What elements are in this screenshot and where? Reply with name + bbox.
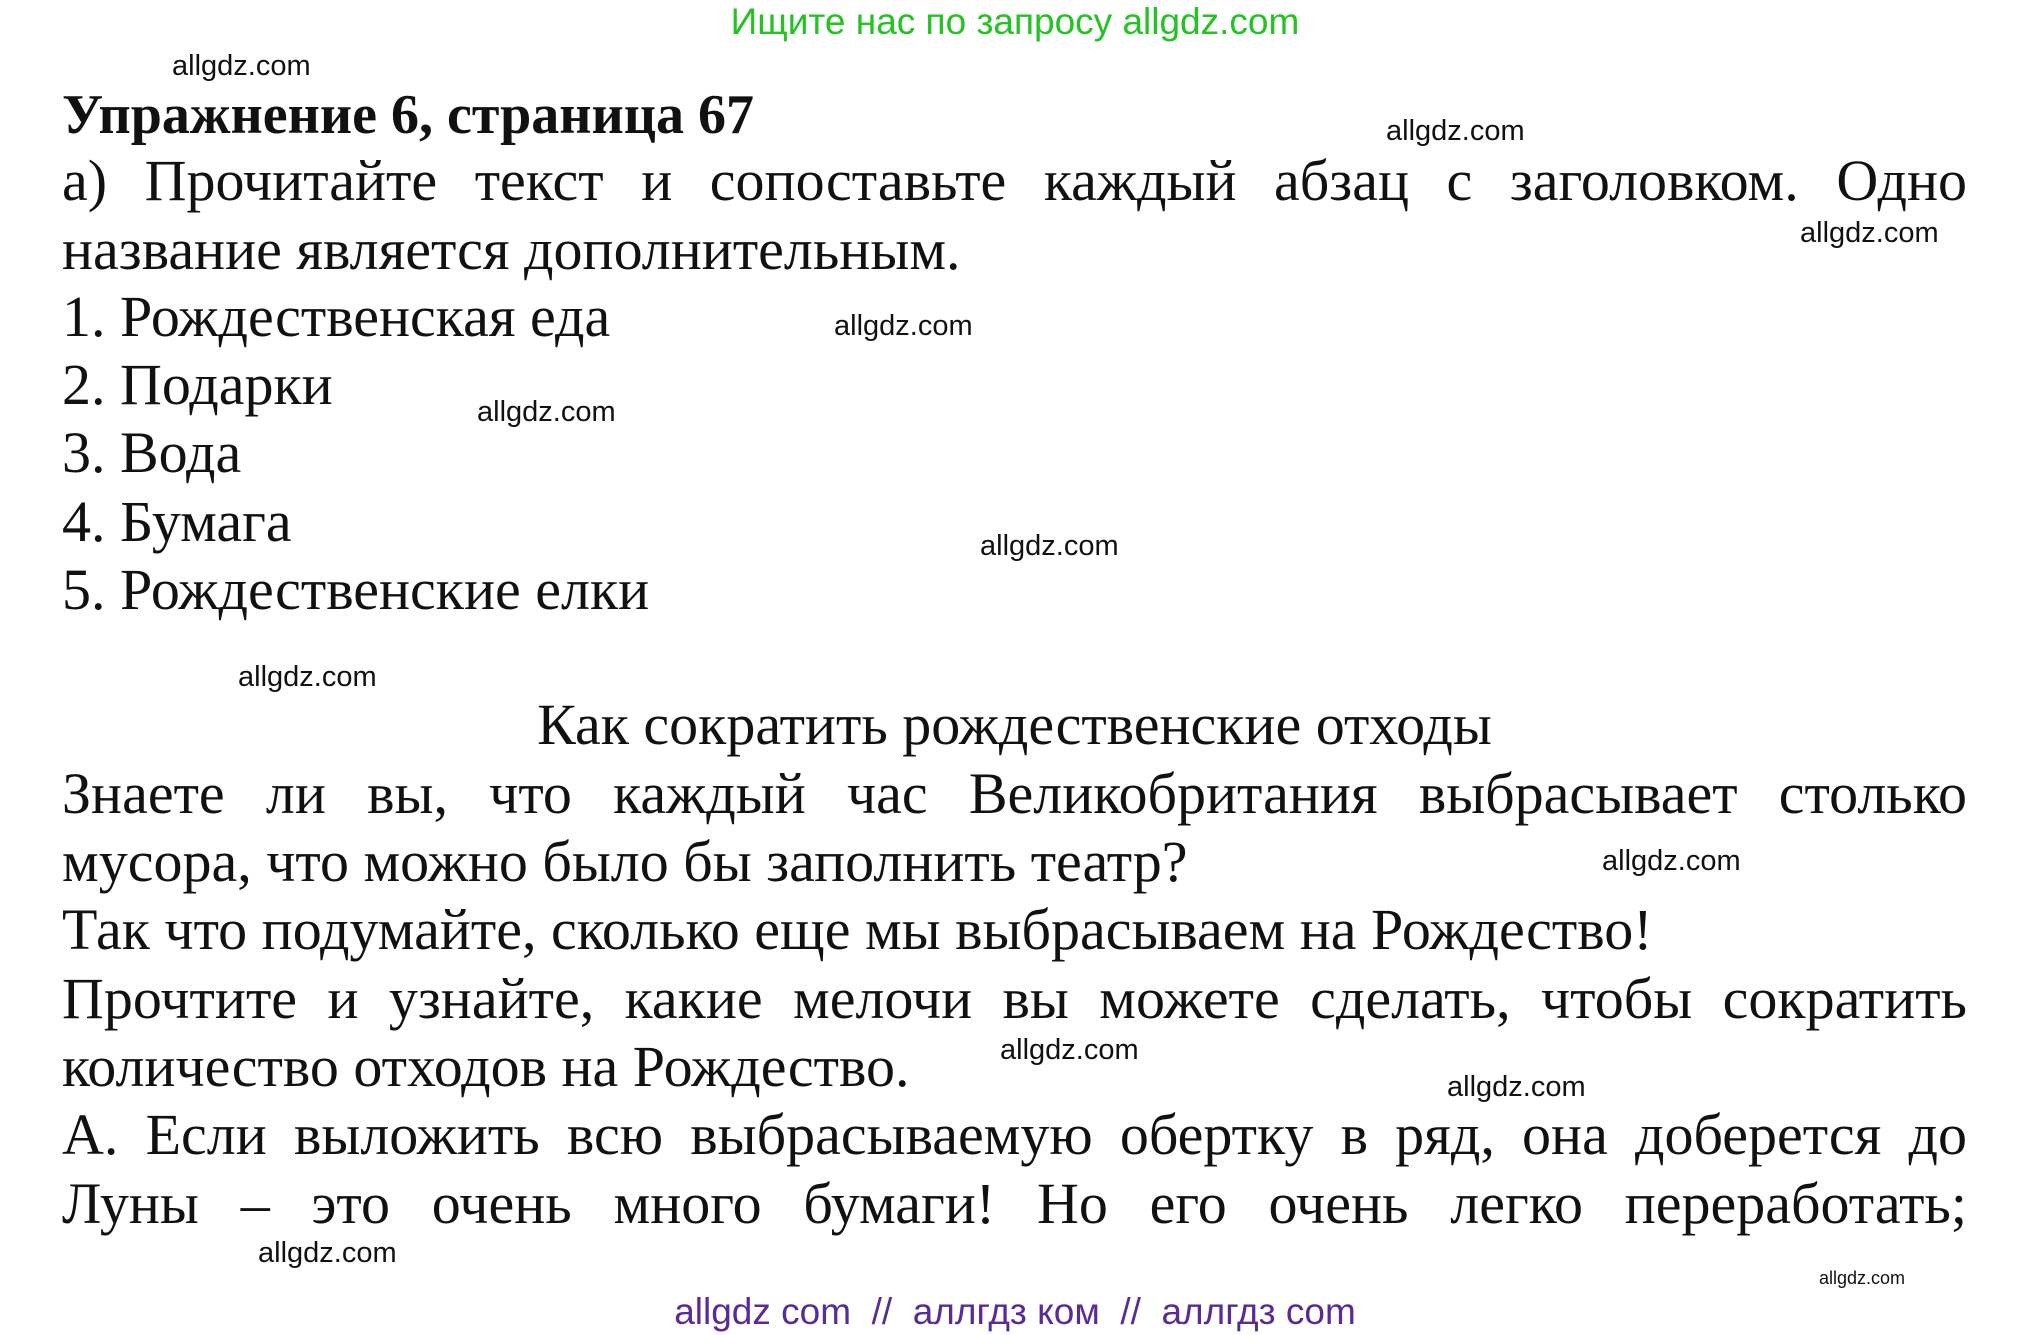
watermark: allgdz.com [980,530,1119,562]
watermark: allgdz.com [834,310,973,342]
watermark: allgdz.com [1447,1071,1586,1103]
heading-item: 2. Подарки [62,352,333,417]
text-line: мусора, что можно было бы заполнить театр? [62,829,1188,894]
text-line: Так что подумайте, сколько еще мы выбрасываем на Рождество! [62,897,1653,962]
watermark: allgdz.com [1602,845,1741,877]
watermark: allgdz.com [1386,115,1525,147]
search-banner: Ищите нас по запросу allgdz.com [730,1,1300,42]
heading-item: 4. Бумага [62,489,292,554]
watermark: allgdz.com [1000,1034,1139,1066]
exercise-title: Упражнение 6, страница 67 [62,84,755,146]
text-line: Луны – это очень много бумаги! Но его очень легко переработать; [62,1171,1967,1236]
text-line: А. Если выложить всю выбрасываемую обертку в ряд, она доберется до [62,1102,1967,1167]
watermark: allgdz.com [1800,217,1939,249]
heading-item: 1. Рождественская еда [62,284,611,349]
text-title: Как сократить рождественские отходы [537,692,1492,757]
watermark: allgdz.com [477,396,616,428]
watermark: allgdz.com [1819,1268,1906,1288]
task-line: название является дополнительным. [62,217,961,282]
text-line: Прочтите и узнайте, какие мелочи вы можете сделать, чтобы сократить [62,966,1967,1031]
heading-item: 5. Рождественские елки [62,557,650,622]
footer-links: allgdz com // аллгдз ком // аллгдз com [674,1291,1356,1332]
text-line: Знаете ли вы, что каждый час Великобритания выбрасывает столько [62,761,1967,826]
heading-item: 3. Вода [62,420,242,485]
text-line: количество отходов на Рождество. [62,1034,910,1099]
watermark: allgdz.com [172,50,311,82]
watermark: allgdz.com [238,661,377,693]
watermark: allgdz.com [258,1237,397,1269]
task-line: а) Прочитайте текст и сопоставьте каждый абзац с заголовком. Одно [62,148,1967,213]
